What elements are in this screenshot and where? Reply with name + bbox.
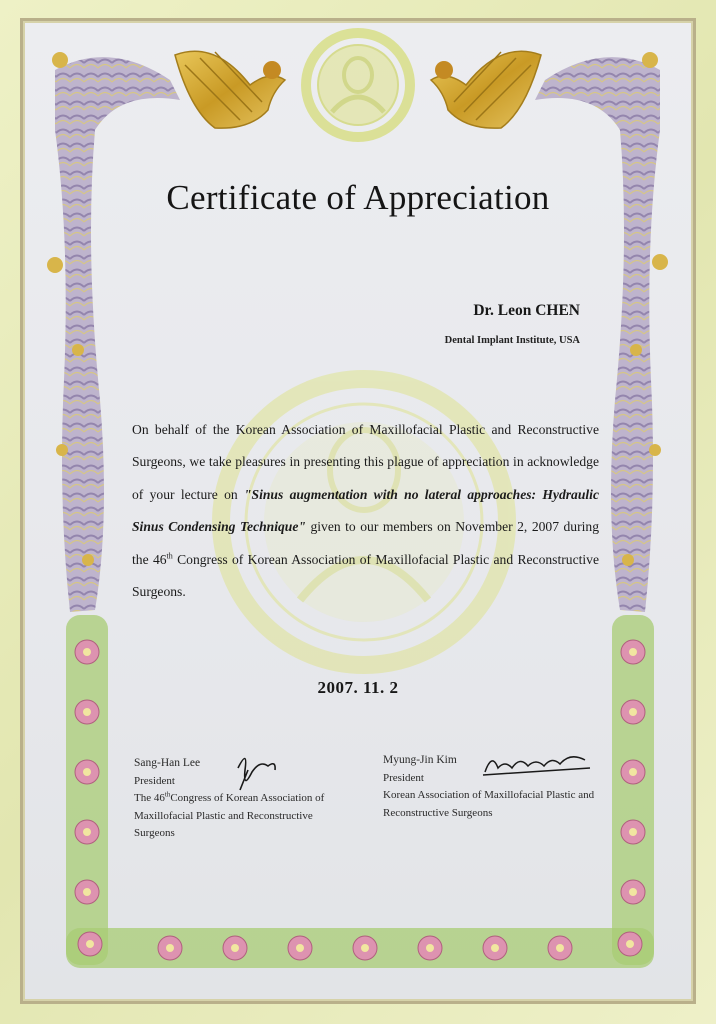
signatory-right-role: President [383,771,424,784]
signatory-left-org-prefix: The 46 [134,792,165,805]
body-text-part2: given to our members on November 2, 2007 during the [132,519,600,567]
congress-number: 46 [152,551,167,567]
signatory-left-role: President [134,774,175,787]
recipient-organization: Dental Implant Institute, USA [444,335,580,346]
right-phoenix [431,51,541,128]
signatory-left-org-sup: th [164,790,171,799]
left-phoenix [175,51,285,128]
top-seal [306,33,410,137]
signatory-right [383,752,613,822]
signatory-left-org [134,790,354,843]
recipient-name: Dr. Leon CHEN [473,302,580,319]
signatory-left-org-rest: Congress of Korean Association of Maxillofacial Plastic and Reconstructive Surgeons [134,792,325,840]
lecture-title: "Sinus augmentation with no lateral approaches: Hydraulic Sinus Condensing Technique" [132,486,599,535]
certificate-date: 2007. 11. 2 [317,678,399,697]
signatory-right-name: Myung-Jin Kim [383,754,457,766]
congress-suffix: th [166,551,173,561]
certificate-title: Certificate of Appreciation [166,178,550,217]
body-text-part1: On behalf of the Korean Association of Maxillofacial Plastic and Reconstructive Surgeons, we take pleasures in presenting this plague of appreciation in acknowledge of your lecture on [132,422,599,502]
certificate-body [132,414,599,608]
signatory-right-org: Korean Association of Maxillofacial Plastic and Reconstructive Surgeons [383,789,595,819]
signatory-left-name: Sang-Han Lee [134,757,201,769]
signatory-left [134,755,354,843]
body-text-part3: Congress of Korean Association of Maxillofacial Plastic and Reconstructive Surgeons. [132,551,599,600]
